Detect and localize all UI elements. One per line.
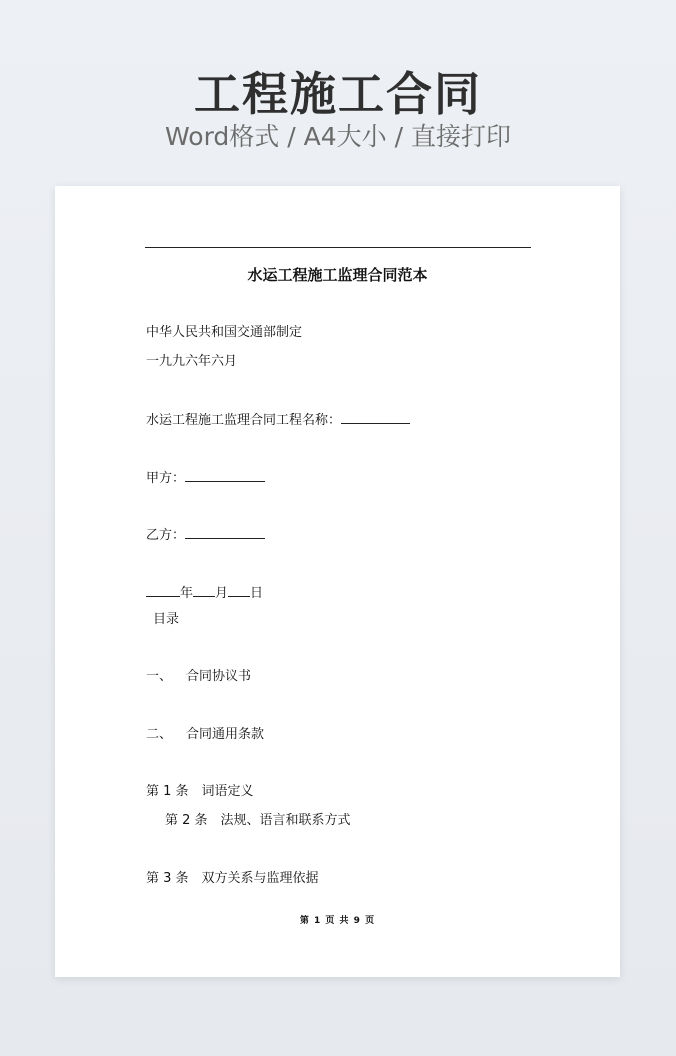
toc-heading: 目录 — [153, 612, 180, 627]
toc-item-text: 合同通用条款 — [186, 727, 265, 742]
article-item — [146, 870, 319, 888]
article-text: 法规、语言和联系方式 — [220, 813, 351, 828]
article-text: 双方关系与监理依据 — [201, 871, 319, 886]
date-text: 一九九六年六月 — [146, 354, 238, 369]
article-number: 第 1 条 — [146, 784, 189, 799]
toc-item-number: 一、 — [146, 669, 173, 684]
article-number: 第 3 条 — [146, 871, 189, 886]
article-item — [165, 812, 351, 830]
signing-date-line — [146, 583, 263, 603]
month-unit: 月 — [215, 586, 229, 601]
project-name-label: 水运工程施工监理合同工程名称： — [146, 413, 342, 428]
project-name-blank — [341, 410, 410, 424]
party-b-blank — [185, 525, 265, 539]
article-text: 词语定义 — [201, 784, 254, 799]
banner-subtitle: Word格式 / A4大小 / 直接打印 — [165, 122, 511, 151]
day-blank — [228, 583, 250, 597]
header-rule — [145, 247, 531, 248]
document-title: 水运工程施工监理合同范本 — [247, 266, 428, 284]
year-blank — [146, 583, 180, 597]
day-unit: 日 — [250, 586, 264, 601]
party-a-label: 甲方： — [146, 471, 186, 486]
page-footer: 第 1 页 共 9 页 — [299, 916, 376, 926]
project-name-line — [146, 410, 410, 430]
toc-item — [146, 726, 264, 744]
party-b-line — [146, 525, 265, 545]
toc-item-number: 二、 — [146, 727, 173, 742]
banner-title: 工程施工合同 — [194, 67, 482, 121]
document-page — [55, 186, 620, 977]
issuer-line: 中华人民共和国交通部制定 — [146, 325, 303, 340]
year-unit: 年 — [180, 586, 194, 601]
article-number: 第 2 条 — [165, 813, 208, 828]
month-blank — [193, 583, 215, 597]
party-a-line — [146, 468, 265, 488]
toc-item-text: 合同协议书 — [186, 669, 252, 684]
party-a-blank — [185, 468, 265, 482]
article-item — [146, 783, 254, 801]
party-b-label: 乙方： — [146, 528, 186, 543]
toc-item — [146, 668, 251, 686]
